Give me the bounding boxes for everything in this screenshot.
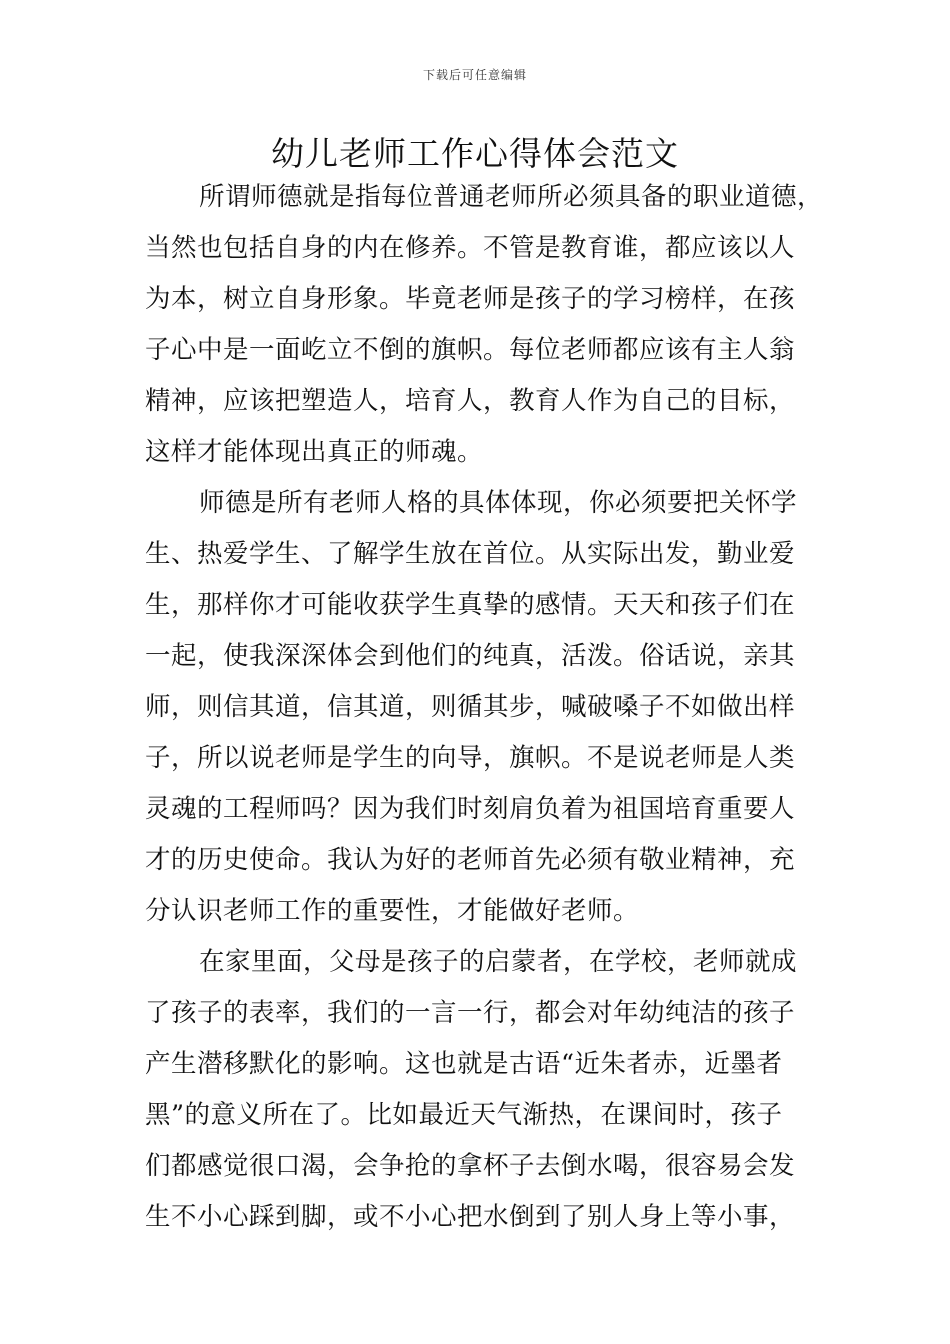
text-line: 才的历史使命。我认为好的老师首先必须有敬业精神，充 [145,845,796,875]
text-line: 一起，使我深深体会到他们的纯真，活泼。俗话说，亲其 [145,641,796,671]
text-line: 师，则信其道，信其道，则循其步，喊破嗓子不如做出样 [145,692,796,722]
text-line: 生，那样你才可能收获学生真挚的感情。天天和孩子们在 [145,590,796,620]
document-body [145,172,825,1243]
text-line: 所谓师德就是指每位普通老师所必须具备的职业道德， [199,182,824,212]
text-line: 了孩子的表率，我们的一言一行，都会对年幼纯洁的孩子 [145,998,796,1028]
text-line: 黑”的意义所在了。比如最近天气渐热，在课间时，孩子 [145,1100,783,1130]
text-line: 师德是所有老师人格的具体体现，你必须要把关怀学 [199,488,798,518]
text-line: 分认识老师工作的重要性，才能做好老师。 [145,896,640,926]
text-line: 产生潜移默化的影响。这也就是古语“近朱者赤，近墨者 [145,1049,783,1079]
text-line: 们都感觉很口渴，会争抢的拿杯子去倒水喝，很容易会发 [145,1151,796,1181]
text-line: 为本，树立自身形象。毕竟老师是孩子的学习榜样，在孩 [145,284,796,314]
text-line: 精神，应该把塑造人，培育人，教育人作为自己的目标， [145,386,796,416]
text-line: 子，所以说老师是学生的向导，旗帜。不是说老师是人类 [145,743,796,773]
document-title: 幼儿老师工作心得体会范文 [271,134,679,173]
text-line: 子心中是一面屹立不倒的旗帜。每位老师都应该有主人翁 [145,335,796,365]
text-line: 生不小心踩到脚，或不小心把水倒到了别人身上等小事， [145,1202,796,1232]
text-line: 这样才能体现出真正的师魂。 [145,437,484,467]
header-note: 下载后可任意编辑 [422,68,527,82]
text-line: 生、热爱学生、了解学生放在首位。从实际出发，勤业爱 [145,539,796,569]
text-line: 灵魂的工程师吗？因为我们时刻肩负着为祖国培育重要人 [145,794,796,824]
text-line: 当然也包括自身的内在修养。不管是教育谁，都应该以人 [145,233,796,263]
text-line: 在家里面，父母是孩子的启蒙者，在学校，老师就成 [199,947,798,977]
